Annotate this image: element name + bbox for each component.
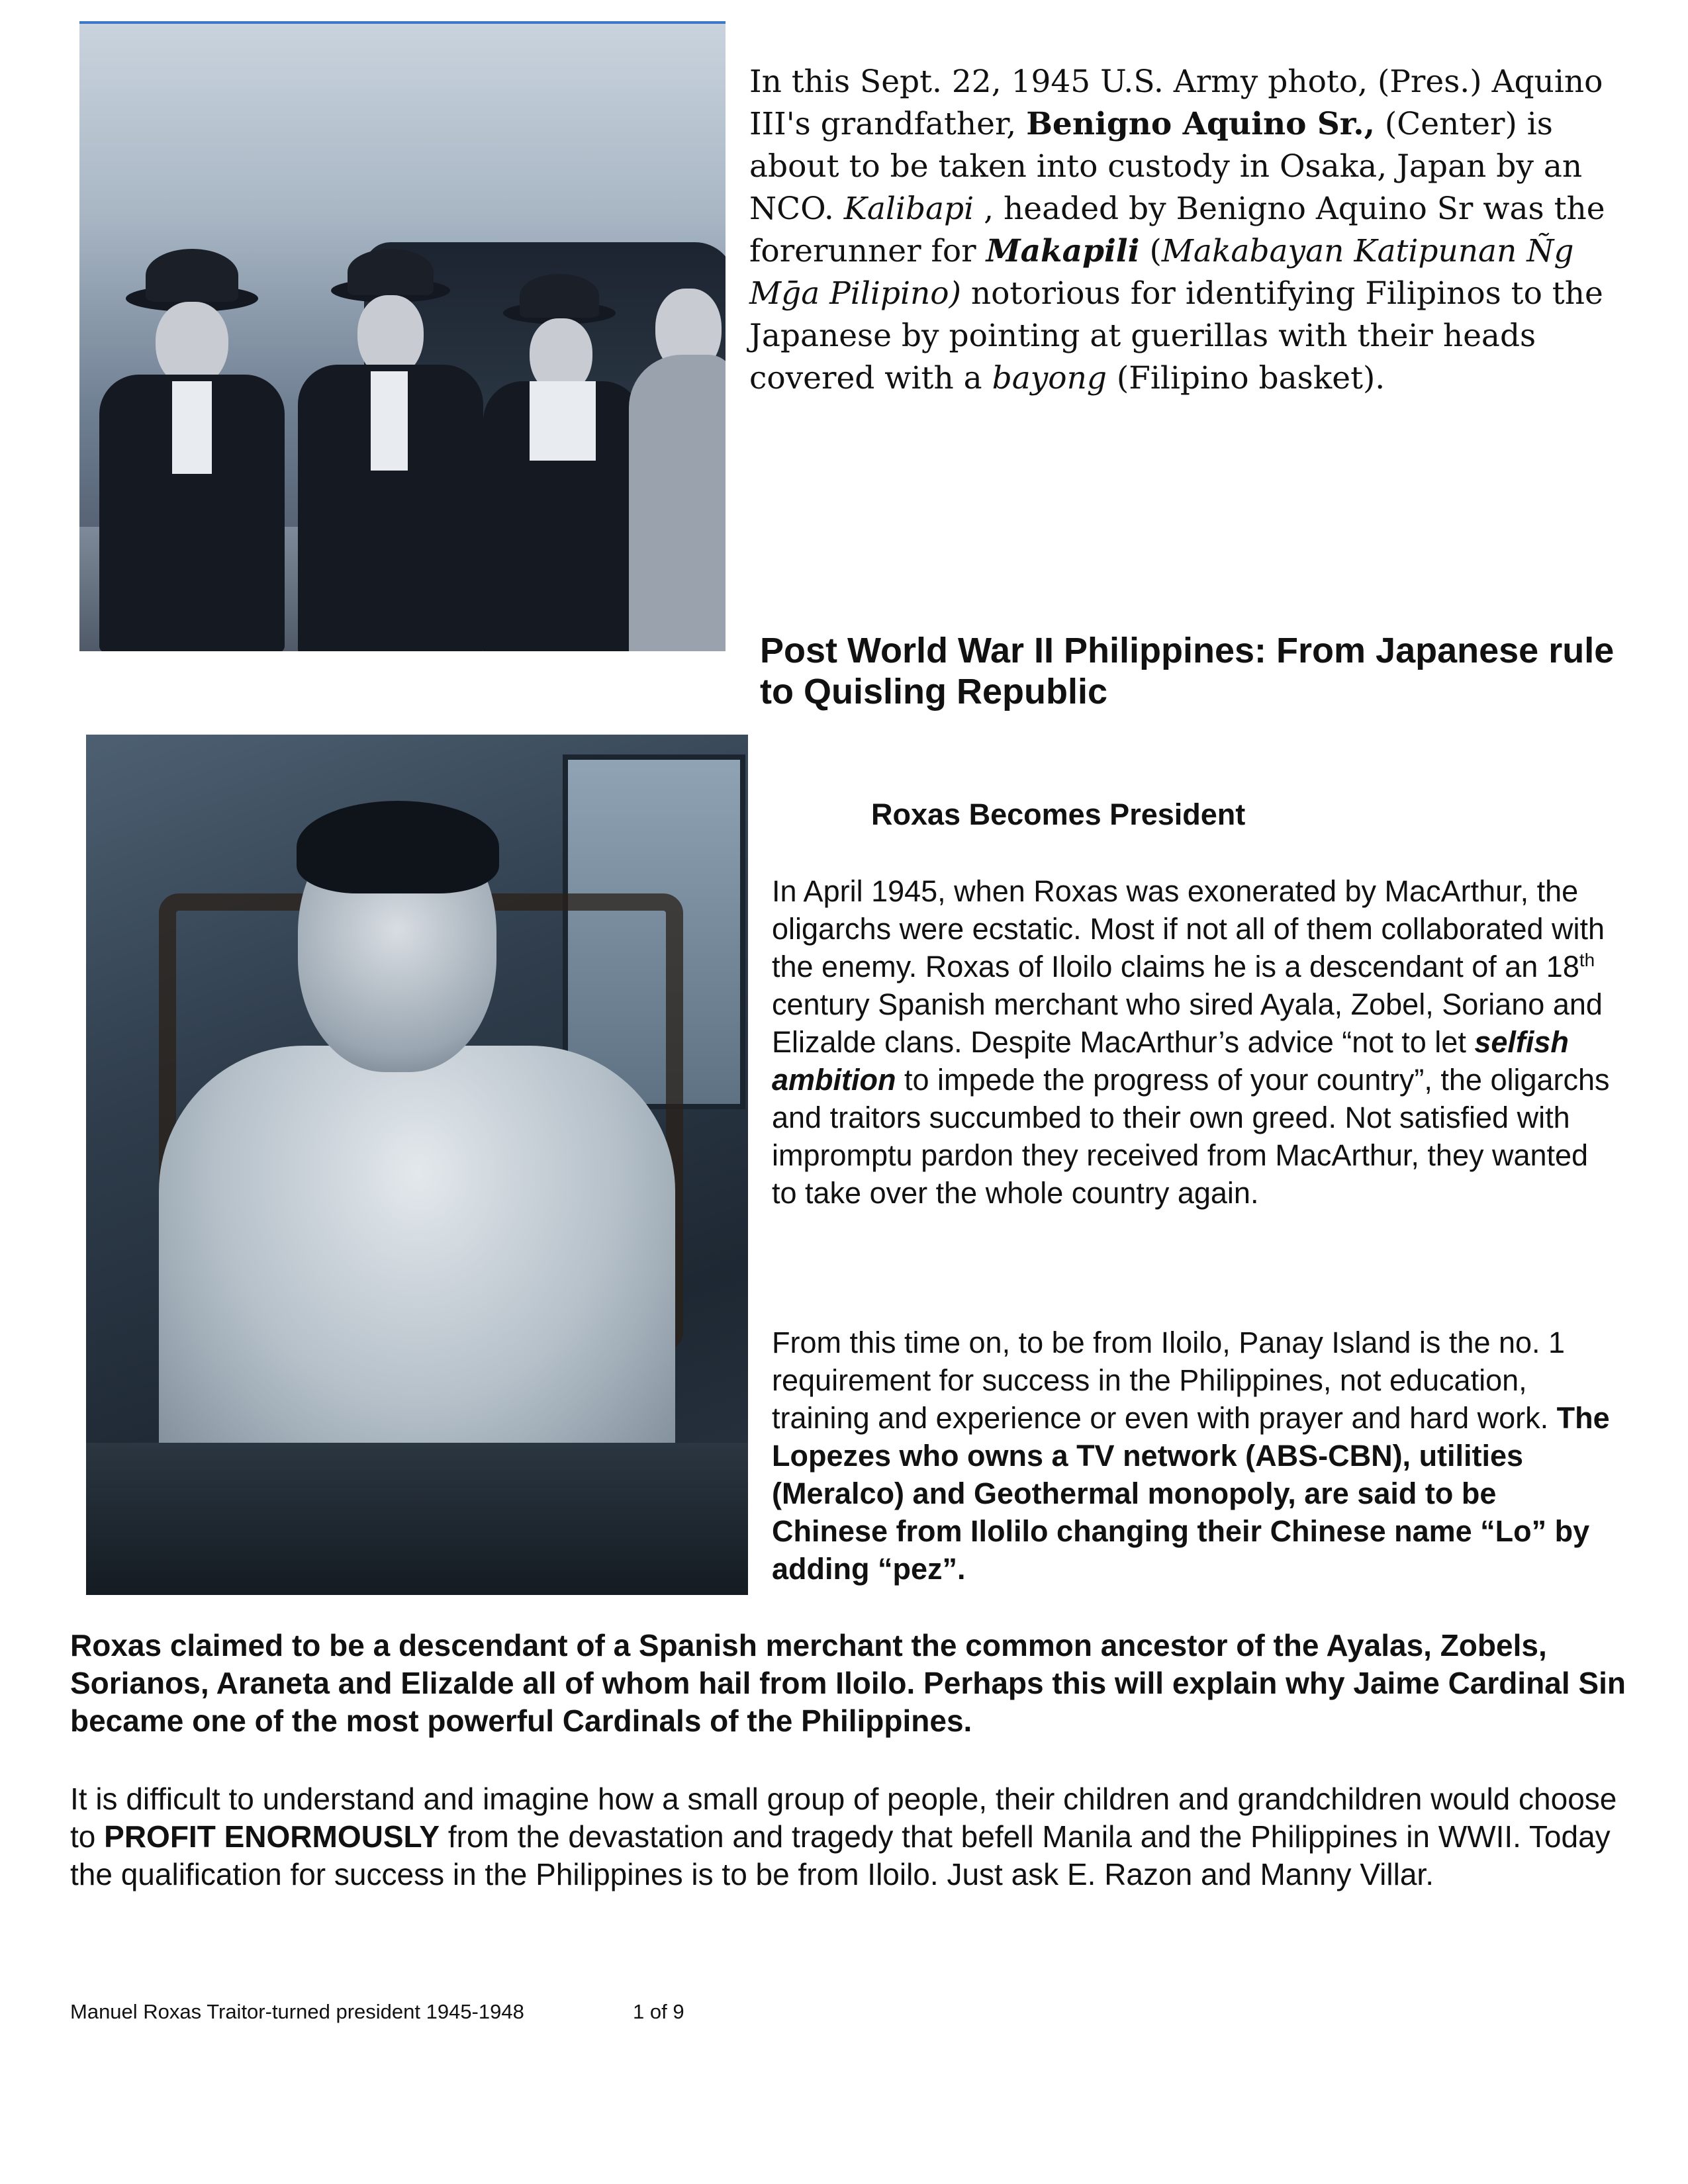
hat: [348, 249, 434, 295]
photo-roxas-portrait: [86, 735, 748, 1595]
paragraph-profit: [70, 1780, 1632, 1893]
uniform: [629, 355, 726, 651]
paragraph-bold-profit: PROFIT ENORMOUSLY: [104, 1819, 440, 1854]
hat: [146, 249, 238, 302]
paragraph-text: century Spanish merchant who sired Ayala, Zobel, Soriano and Elizalde clans. Despite MacArthur’s advice “not to let: [772, 987, 1603, 1059]
paragraph-roxas-exonerated: [772, 872, 1619, 1212]
caption-text: (Center) is about to be taken into custody in Osaka, Japan by an NCO.: [749, 106, 1583, 227]
paragraph-bold-lopezes: The Lopezes who owns a TV network (ABS-CBN), utilities (Meralco) and Geothermal monopoly, are said to be Chinese from Ilolilo changing their Chinese name “Lo” by adding “pez”.: [772, 1401, 1610, 1586]
photo-caption: [749, 61, 1610, 400]
emphasis-selfish-ambition: selfish ambition: [772, 1025, 1569, 1097]
superscript: th: [1579, 950, 1595, 970]
page-number: 1 of 9: [633, 2000, 684, 2023]
photo-hair: [297, 801, 499, 893]
paragraph-text: to impede the progress of your country”, the oligarchs and traitors succumbed to their own greed. Not satisfied with impromptu pardon they received from MacArthur, they wanted to take over the whole country again.: [772, 1063, 1610, 1210]
caption-text: (Filipino basket).: [1106, 360, 1385, 396]
footer-title: Manuel Roxas Traitor-turned president 1945-1948: [70, 2000, 524, 2023]
caption-text: , headed by Benigno Aquino Sr was the forerunner for: [749, 191, 1605, 269]
section-title: Post World War II Philippines: From Japanese rule to Quisling Republic: [760, 631, 1615, 711]
caption-makapili-full: Makabayan Katipunan Ñg Mḡa Pilipino): [749, 233, 1574, 312]
paragraph-text: In April 1945, when Roxas was exonerated by MacArthur, the oligarchs were ecstatic. Most if not all of them collaborated with the enemy. Roxas of Iloilo claims he is a descendant of an 18: [772, 874, 1605, 983]
caption-text: In this Sept. 22, 1945 U.S. Army photo, (Pres.) Aquino III's grandfather,: [749, 64, 1603, 142]
paragraph-text: It is difficult to understand and imagine how a small group of people, their children and grandchildren would choose to: [70, 1782, 1617, 1854]
shirt: [530, 381, 596, 461]
shirt: [371, 371, 408, 471]
caption-text: (: [1139, 233, 1162, 269]
paragraph-text: from the devastation and tragedy that befell Manila and the Philippines in WWII. Today the qualification for success in the Philippines is to be from Iloilo. Just ask E. Razon and Manny Villar.: [70, 1819, 1611, 1891]
paragraph-iloilo: [772, 1324, 1619, 1588]
caption-kalibapi: Kalibapi: [843, 191, 974, 227]
hat: [520, 274, 599, 318]
sub-title: Roxas Becomes President: [871, 797, 1246, 831]
caption-text: notorious for identifying Filipinos to the Japanese by pointing at guerillas with their heads covered with a: [749, 275, 1603, 396]
photo-aquino-custody: [79, 21, 726, 651]
caption-name: Benigno Aquino Sr.,: [1026, 106, 1375, 142]
shirt: [172, 381, 212, 474]
caption-makapili: Makapili: [986, 233, 1140, 269]
paragraph-roxas-descendant: Roxas claimed to be a descendant of a Spanish merchant the common ancestor of the Ayalas, Zobels, Sorianos, Araneta and Elizalde all of whom hail from Iloilo. Perhaps this will explain why Jaime Cardinal Sin became one of the most powerful Cardinals of the Philippines.: [70, 1628, 1626, 1738]
photo-desk: [86, 1443, 748, 1595]
caption-bayong: bayong: [992, 360, 1107, 396]
paragraph-text: From this time on, to be from Iloilo, Panay Island is the no. 1 requirement for success in the Philippines, not education, training and experience or even with prayer and hard work.: [772, 1326, 1566, 1435]
photo-body: [159, 1046, 675, 1469]
